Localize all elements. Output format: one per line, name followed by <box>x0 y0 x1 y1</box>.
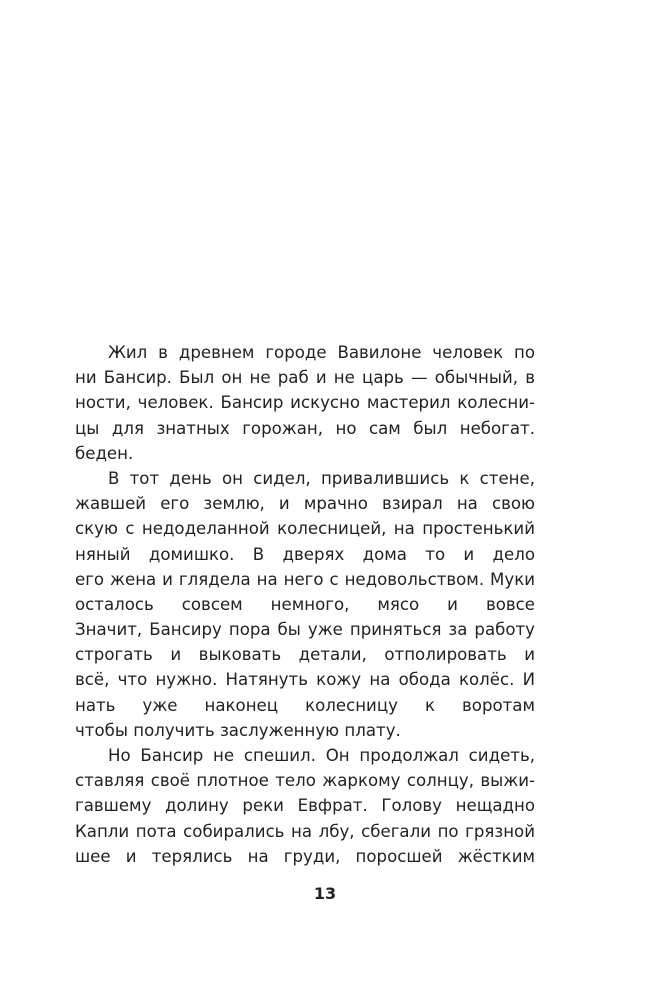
text-line: его жена и глядела на него с недовольством. Муки <box>75 569 535 589</box>
paragraph <box>75 340 535 466</box>
text-line: скую с недоделанной колесницей, на простенький <box>75 519 535 539</box>
text-line: строгать и выковать детали, отполировать и <box>75 645 535 665</box>
page-number: 13 <box>313 884 337 903</box>
paragraph <box>75 466 535 743</box>
body-text <box>75 340 535 869</box>
text-line: ставляя своё плотное тело жаркому солнцу, выжи- <box>75 771 535 791</box>
text-line: цы для знатных горожан, но сам был небогат. <box>75 418 535 438</box>
text-line: нать уже наконец колесницу к воротам <box>75 695 535 715</box>
text-line: гавшему долину реки Евфрат. Голову нещадно <box>75 796 535 816</box>
text-line: Жил в древнем городе Вавилоне человек по <box>108 343 535 362</box>
paragraph <box>75 743 535 869</box>
text-line: Но Бансир не спешил. Он продолжал сидеть, <box>108 746 535 765</box>
text-line: шее и терялись на груди, поросшей жёстким <box>75 846 535 866</box>
text-line: жавшей его землю, и мрачно взирал на свою <box>75 494 535 514</box>
text-line: чтобы получить заслуженную плату. <box>75 720 401 740</box>
text-line: всё, что нужно. Натянуть кожу на обода колёс. И <box>75 670 535 690</box>
text-line: осталось совсем немного, мясо и вовсе <box>75 594 535 614</box>
text-line: няный домишко. В дверях дома то и дело <box>75 544 535 564</box>
text-line: В тот день он сидел, привалившись к стене, <box>108 468 535 488</box>
text-line: Значит, Бансиру пора бы уже приняться за работу <box>75 620 535 640</box>
text-line: беден. <box>75 443 134 463</box>
text-line: ни Бансир. Был он не раб и не царь — обычный, в <box>75 368 535 388</box>
text-line: Капли пота собирались на лбу, сбегали по грязной <box>75 821 535 841</box>
text-line: ности, человек. Бансир искусно мастерил колесни- <box>75 393 535 413</box>
